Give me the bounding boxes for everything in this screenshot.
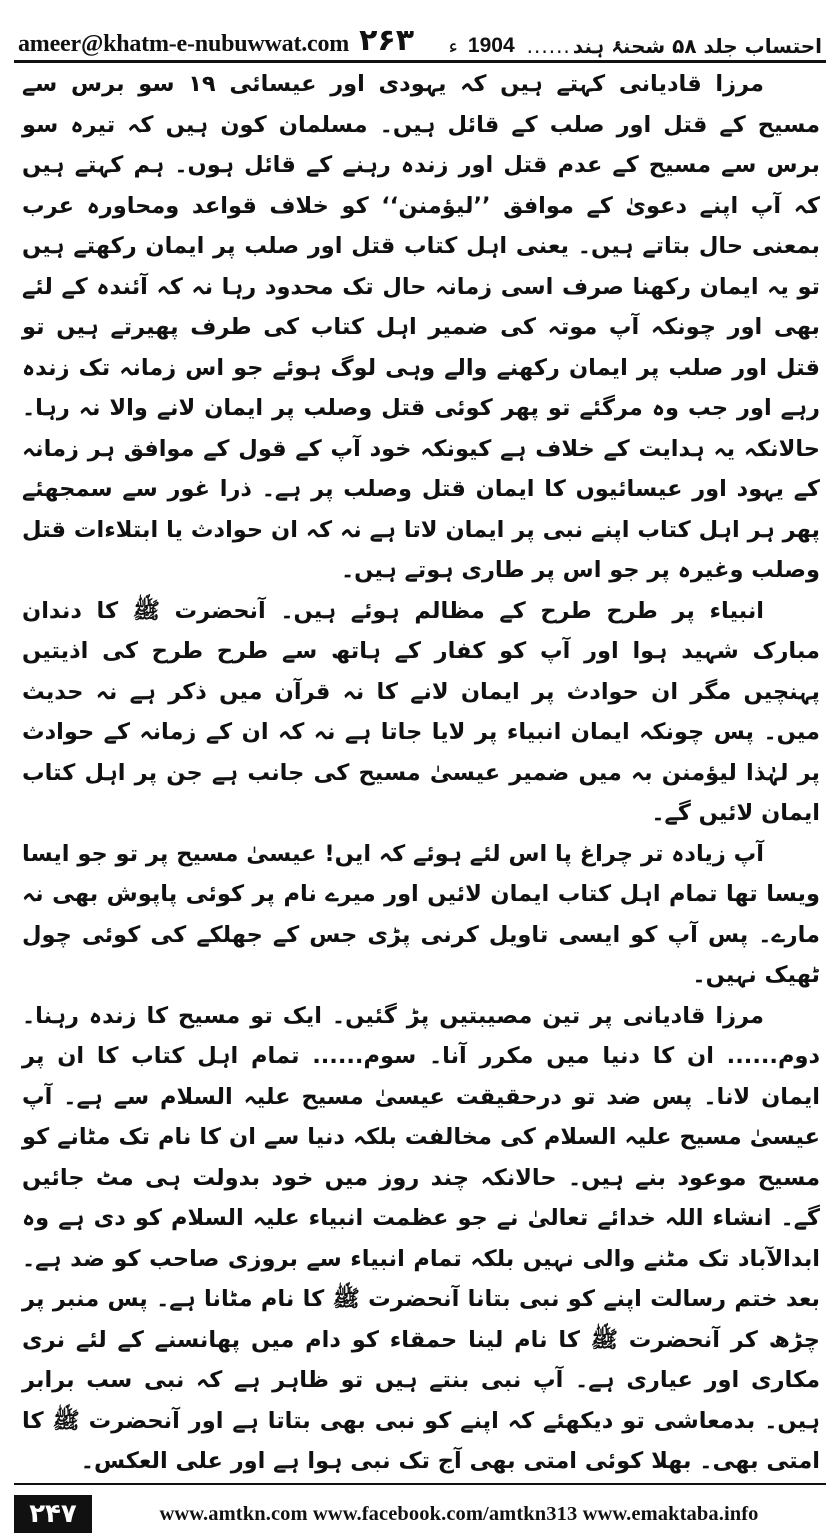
header-year-suffix: ء xyxy=(448,34,458,58)
footer-page-badge: ۲۴۷ xyxy=(14,1495,92,1533)
page-header xyxy=(18,14,822,58)
header-rule xyxy=(14,60,826,63)
page-body xyxy=(22,64,820,1474)
header-page-number: ۲۶۳ xyxy=(359,23,415,58)
header-year: 1904 xyxy=(467,34,515,57)
paragraph-2: انبیاء پر طرح طرح کے مظالم ہوئے ہیں۔ آنحضرت ﷺ کا دندان مبارک شہید ہوا اور آپ کو کفار کے ہاتھ سے طرح طرح کی اذیتیں پہنچیں مگر ان حوادث پر ایمان لانے کا نہ قرآن میں ذکر ہے نہ حدیث میں۔ پس چونکہ ایمان انبیاء پر لایا جاتا ہے نہ کہ ان کے زمانہ کے حوادث پر لہٰذا لیؤمنن بہ میں ضمیر عیسیٰ مسیح کی جانب ہے جن پر اہل کتاب ایمان لائیں گے۔ xyxy=(22,597,820,826)
header-left xyxy=(18,23,414,58)
paragraph-4: مرزا قادیانی پر تین مصیبتیں پڑ گئیں۔ ایک تو مسیح کا زندہ رہنا۔ دوم...... ان کا دنیا میں مکرر آنا۔ سوم...... تمام اہل کتاب کا ان پر ایمان لانا۔ پس ضد تو درحقیقت عیسیٰ مسیح علیہ السلام سے ہے۔ آپ عیسیٰ مسیح علیہ السلام کی مخالفت بلکہ دنیا سے ان کا نام تک مٹانے کو مسیح موعود بنے ہیں۔ حالانکہ چند روز میں خود بدولت ہی مٹ جائیں گے۔ انشاء اللہ خدائے تعالیٰ نے جو عظمت انبیاء علیہ السلام کو دی ہے وہ ابدالآباد تک مٹنے والی نہیں بلکہ تمام انبیاء سے بروزی صاحب کو ضد ہے۔ بعد ختم رسالت اپنے کو نبی بتانا آنحضرت ﷺ کا نام مٹانا ہے۔ پس منبر پر چڑھ کر آنحضرت ﷺ کا نام لینا حمقاء کو دام میں پھانسنے کے لئے نری مکاری اور عیاری ہے۔ آپ نبی بنتے ہیں تو ظاہر ہے کہ نبی سب برابر ہیں۔ بدمعاشی تو دیکھئے کہ اپنے کو نبی بھی بتاتا ہے اور آنحضرت ﷺ کا امتی بھی۔ بھلا کوئی امتی بھی آج تک نبی ہوا ہے اور علی العکس۔ xyxy=(22,1002,820,1474)
page-footer xyxy=(14,1494,826,1534)
footer-rule xyxy=(14,1483,826,1485)
header-dots: ...... xyxy=(526,34,571,58)
header-book-title: احتساب جلد ۵۸ شحنۂ ہند xyxy=(572,34,822,58)
header-right xyxy=(449,34,822,58)
paragraph-1: مرزا قادیانی کہتے ہیں کہ یہودی اور عیسائی ۱۹ سو برس سے مسیح کے قتل اور صلب کے قائل ہیں۔ مسلمان کون ہیں کہ تیرہ سو برس سے مسیح کے عدم قتل اور زندہ رہنے کے قائل ہوں۔ ہم کہتے ہیں کہ آپ اپنے دعویٰ کے موافق ’’لیؤمنن‘‘ کو خلاف قواعد ومحاورہ عرب بمعنی حال بتاتے ہیں۔ یعنی اہل کتاب قتل اور صلب پر ایمان رکھتے ہیں تو یہ ایمان رکھنا صرف اسی زمانہ حال تک محدود رہا نہ کہ آئندہ کے لئے بھی اور چونکہ آپ موتہ کی ضمیر اہل کتاب کی طرف پھیرتے ہیں تو قتل اور صلب پر ایمان رکھنے والے وہی لوگ ہوئے جو اس زمانہ تک زندہ رہے اور جب وہ مرگئے تو پھر کوئی قتل وصلب پر ایمان لانے والا نہ رہا۔ حالانکہ یہ ہدایت کے خلاف ہے کیونکہ خود آپ کے قول کے موافق ہر زمانہ کے یہود اور عیسائیوں کا ایمان قتل وصلب پر ہے۔ ذرا غور سے سمجھئے پھر ہر اہل کتاب اپنے نبی پر ایمان لاتا ہے نہ کہ ان حوادث یا ابتلاءات قتل وصلب وغیرہ پر جو اس پر طاری ہوتے ہیں۔ xyxy=(22,71,820,583)
paragraph-3: آپ زیادہ تر چراغ پا اس لئے ہوئے کہ ایں! عیسیٰ مسیح پر تو جو ایسا ویسا تھا تمام اہل کتاب ایمان لائیں اور میرے نام پر کوئی پاپوش بھی نہ مارے۔ پس آپ کو ایسی تاویل کرنی پڑی جس کے جھلکے کی کوئی چول ٹھیک نہیں۔ xyxy=(22,840,820,988)
footer-links[interactable]: www.amtkn.com www.facebook.com/amtkn313 www.emaktaba.info xyxy=(159,1502,759,1525)
header-email[interactable]: ameer@khatm-e-nubuwwat.com xyxy=(18,31,350,57)
